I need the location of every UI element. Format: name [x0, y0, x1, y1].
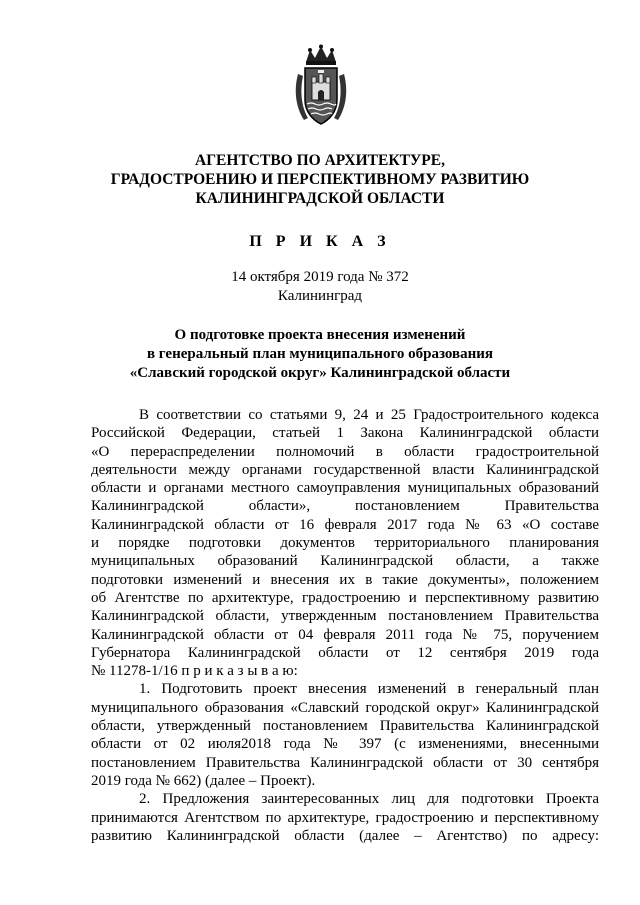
body-line: «О перераспределении полномочий в области градостроительной — [91, 443, 599, 460]
body-line: об Агентстве по архитектуре, градостроению и перспективному развитию — [91, 589, 599, 606]
body-line: Калининградской области от 04 февраля 2011 года № 75, поручением — [91, 626, 599, 643]
body-line: муниципального образования «Славский городской округ» Калининградской — [91, 699, 599, 716]
body-line: Калининградской области от 16 февраля 2017 года № 63 «О составе — [91, 516, 599, 533]
body-line: Губернатора Калининградской области от 12 сентября 2019 года — [91, 644, 599, 661]
agency-line: ГРАДОСТРОЕНИЮ И ПЕРСПЕКТИВНОМУ РАЗВИТИЮ — [110, 171, 530, 188]
body-line: постановлением Правительства Калининградской области от 30 сентября — [91, 754, 599, 771]
body-line: подготовки изменений и внесения их в такие документы», положением — [91, 571, 599, 588]
body-line: Калининградской области, утвержденным постановлением Правительства — [91, 608, 599, 625]
body-line: № 11278-1/16 п р и к а з ы в а ю: — [91, 663, 298, 680]
agency-line: КАЛИНИНГРАДСКОЙ ОБЛАСТИ — [195, 190, 445, 207]
body-line: 1. Подготовить проект внесения изменений в генеральный план — [139, 681, 599, 698]
body-line: развитию Калининградской области (далее – Агентство) по адресу: — [91, 827, 599, 844]
document-type: П Р И К А З — [249, 233, 391, 250]
body-line: В соответствии со статьями 9, 24 и 25 Градостроительного кодекса — [139, 407, 599, 423]
body-line: принимаются Агентством по архитектуре, градостроению и перспективному — [91, 809, 599, 826]
body-line: Российской Федерации, статьей 1 Закона Калининградской области — [91, 425, 599, 442]
body-line: 2019 года № 662) (далее – Проект). — [91, 772, 316, 789]
body-line: Калининградской области», постановлением Правительства — [91, 498, 599, 515]
body-line: и порядке подготовки документов территориального планирования — [91, 535, 599, 552]
subject-line: О подготовке проекта внесения изменений — [174, 327, 466, 343]
order-body — [91, 406, 599, 845]
body-line: деятельности между органами государственной власти Калининградской — [91, 461, 599, 478]
document-meta — [120, 268, 520, 306]
order-subject — [60, 326, 580, 383]
date-number: 14 октября 2019 года № 372 — [231, 269, 409, 285]
subject-line: «Славский городской округ» Калининградской области — [129, 365, 511, 381]
body-line: муниципальных образований Калининградской области, а также — [91, 553, 599, 570]
city: Калининград — [277, 288, 363, 304]
coat-of-arms-icon — [292, 44, 350, 128]
body-line: области и органами местного самоуправления муниципальных образований — [91, 480, 599, 497]
body-line: области от 02 июля2018 года № 397 (с изменениями, внесенными — [91, 736, 599, 753]
agency-name — [60, 151, 580, 208]
body-line: 2. Предложения заинтересованных лиц для подготовки Проекта — [139, 791, 599, 808]
body-line: области, утвержденный постановлением Правительства Калининградской — [91, 718, 599, 735]
subject-line: в генеральный план муниципального образования — [146, 346, 494, 362]
agency-line: АГЕНТСТВО ПО АРХИТЕКТУРЕ, — [195, 152, 445, 169]
